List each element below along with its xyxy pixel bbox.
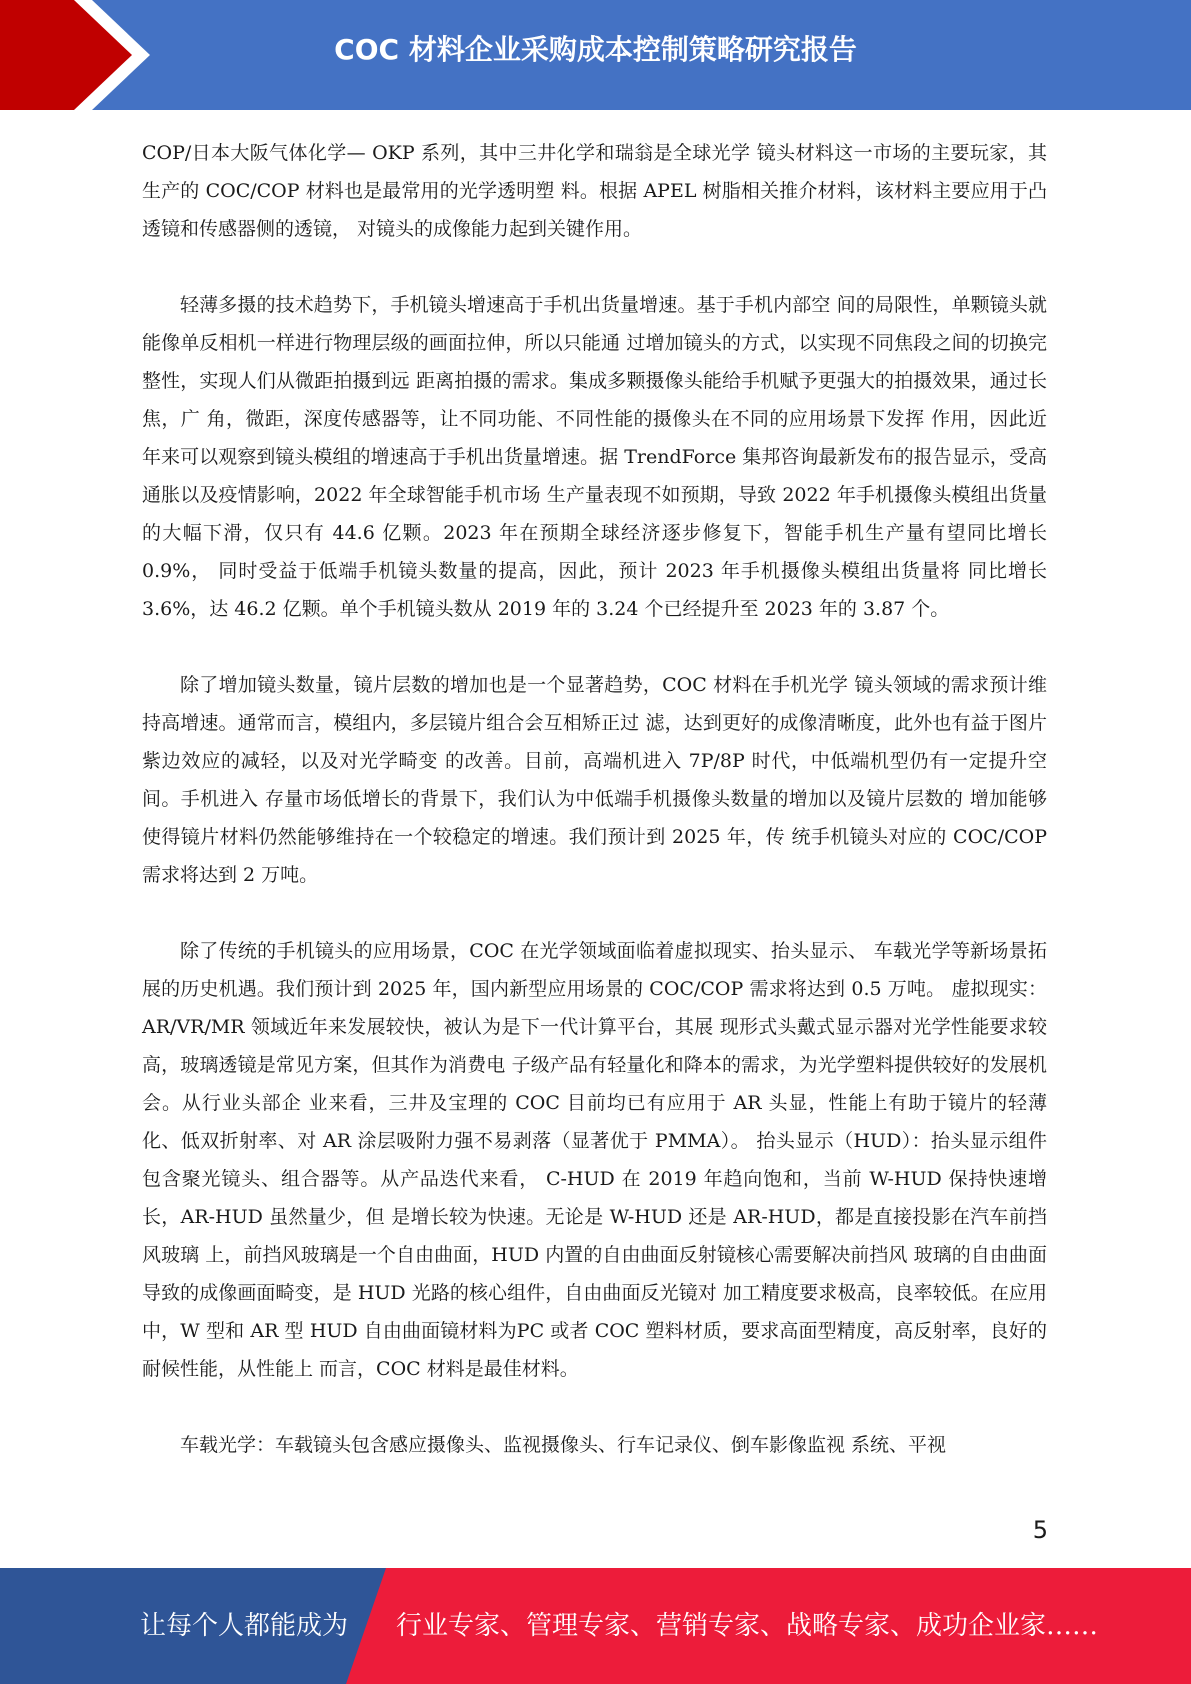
page-header xyxy=(0,0,1191,110)
header-chevron-decoration xyxy=(0,0,160,110)
footer-slogan-right: 行业专家、管理专家、营销专家、战略专家、成功企业家…… xyxy=(396,1611,1099,1641)
page-number: 5 xyxy=(1032,1516,1048,1544)
document-body xyxy=(142,134,1047,1502)
paragraph: 除了传统的手机镜头的应用场景，COC 在光学领域面临着虚拟现实、抬头显示、 车载光学等新场景拓展的历史机遇。我们预计到 2025 年，国内新型应用场景的 COC/COP 需求将达到 0.5 万吨。 虚拟现实：AR/VR/MR 领域近年来发展较快，被认为是下一代计算平台，其展 现形式头戴式显示器对光学性能要求较高，玻璃透镜是常见方案，但其作为消费电 子级产品有轻量化和降本的需求，为光学塑料提供较好的发展机会。从行业头部企 业来看，三井及宝理的 COC 目前均已有应用于 AR 头显，性能上有助于镜片的轻薄 化、低双折射率、对 AR 涂层吸附力强不易剥落（显著优于 PMMA）。 抬头显示（HUD）：抬头显示组件包含聚光镜头、组合器等。从产品迭代来看， C-HUD 在 2019 年趋向饱和，当前 W-HUD 保持快速增长，AR-HUD 虽然量少，但 是增长较为快速。无论是 W-HUD 还是 AR-HUD，都是直接投影在汽车前挡风玻璃 上，前挡风玻璃是一个自由曲面，HUD 内置的自由曲面反射镜核心需要解决前挡风 玻璃的自由曲面导致的成像画面畸变，是 HUD 光路的核心组件，自由曲面反光镜对 加工精度要求极高，良率较低。在应用中，W 型和 AR 型 HUD 自由曲面镜材料为PC 或者 COC 塑料材质，要求高面型精度，高反射率，良好的耐候性能，从性能上 而言，COC 材料是最佳材料。 xyxy=(142,940,1047,1380)
paragraph: 车载光学：车载镜头包含感应摄像头、监视摄像头、行车记录仪、倒车影像监视 系统、平视 xyxy=(180,1434,947,1456)
paragraph: COP/日本大阪气体化学— OKP 系列，其中三井化学和瑞翁是全球光学 镜头材料这一市场的主要玩家，其生产的 COC/COP 材料也是最常用的光学透明塑 料。根据 APEL 树脂相关推介材料，该材料主要应用于凸透镜和传感器侧的透镜， 对镜头的成像能力起到关键作用。 xyxy=(142,142,1047,240)
paragraph: 除了增加镜头数量，镜片层数的增加也是一个显著趋势，COC 材料在手机光学 镜头领域的需求预计维持高增速。通常而言，模组内，多层镜片组合会互相矫正过 滤，达到更好的成像清晰度，此外也有益于图片紫边效应的减轻，以及对光学畸变 的改善。目前，高端机进入 7P/8P 时代，中低端机型仍有一定提升空间。手机进入 存量市场低增长的背景下，我们认为中低端手机摄像头数量的增加以及镜片层数的 增加能够使得镜片材料仍然能够维持在一个较稳定的增速。我们预计到 2025 年，传 统手机镜头对应的 COC/COP 需求将达到 2 万吨。 xyxy=(142,674,1047,886)
document-title: COC 材料企业采购成本控制策略研究报告 xyxy=(334,33,857,66)
footer-slogan-left: 让每个人都能成为 xyxy=(140,1611,349,1641)
paragraph: 轻薄多摄的技术趋势下，手机镜头增速高于手机出货量增速。基于手机内部空 间的局限性，单颗镜头就能像单反相机一样进行物理层级的画面拉伸，所以只能通 过增加镜头的方式，以实现不同焦段之间的切换完整性，实现人们从微距拍摄到远 距离拍摄的需求。集成多颗摄像头能给手机赋予更强大的拍摄效果，通过长焦，广 角，微距，深度传感器等，让不同功能、不同性能的摄像头在不同的应用场景下发挥 作用，因此近年来可以观察到镜头模组的增速高于手机出货量增速。据 TrendForce 集邦咨询最新发布的报告显示，受高通胀以及疫情影响，2022 年全球智能手机市场 生产量表现不如预期，导致 2022 年手机摄像头模组出货量的大幅下滑，仅只有 44.6 亿颗。2023 年在预期全球经济逐步修复下，智能手机生产量有望同比增长 0.9%， 同时受益于低端手机镜头数量的提高，因此，预计 2023 年手机摄像头模组出货量将 同比增长 3.6%，达 46.2 亿颗。单个手机镜头数从 2019 年的 3.24 个已经提升至 2023 年的 3.87 个。 xyxy=(142,294,1047,620)
page-footer xyxy=(0,1568,1191,1684)
